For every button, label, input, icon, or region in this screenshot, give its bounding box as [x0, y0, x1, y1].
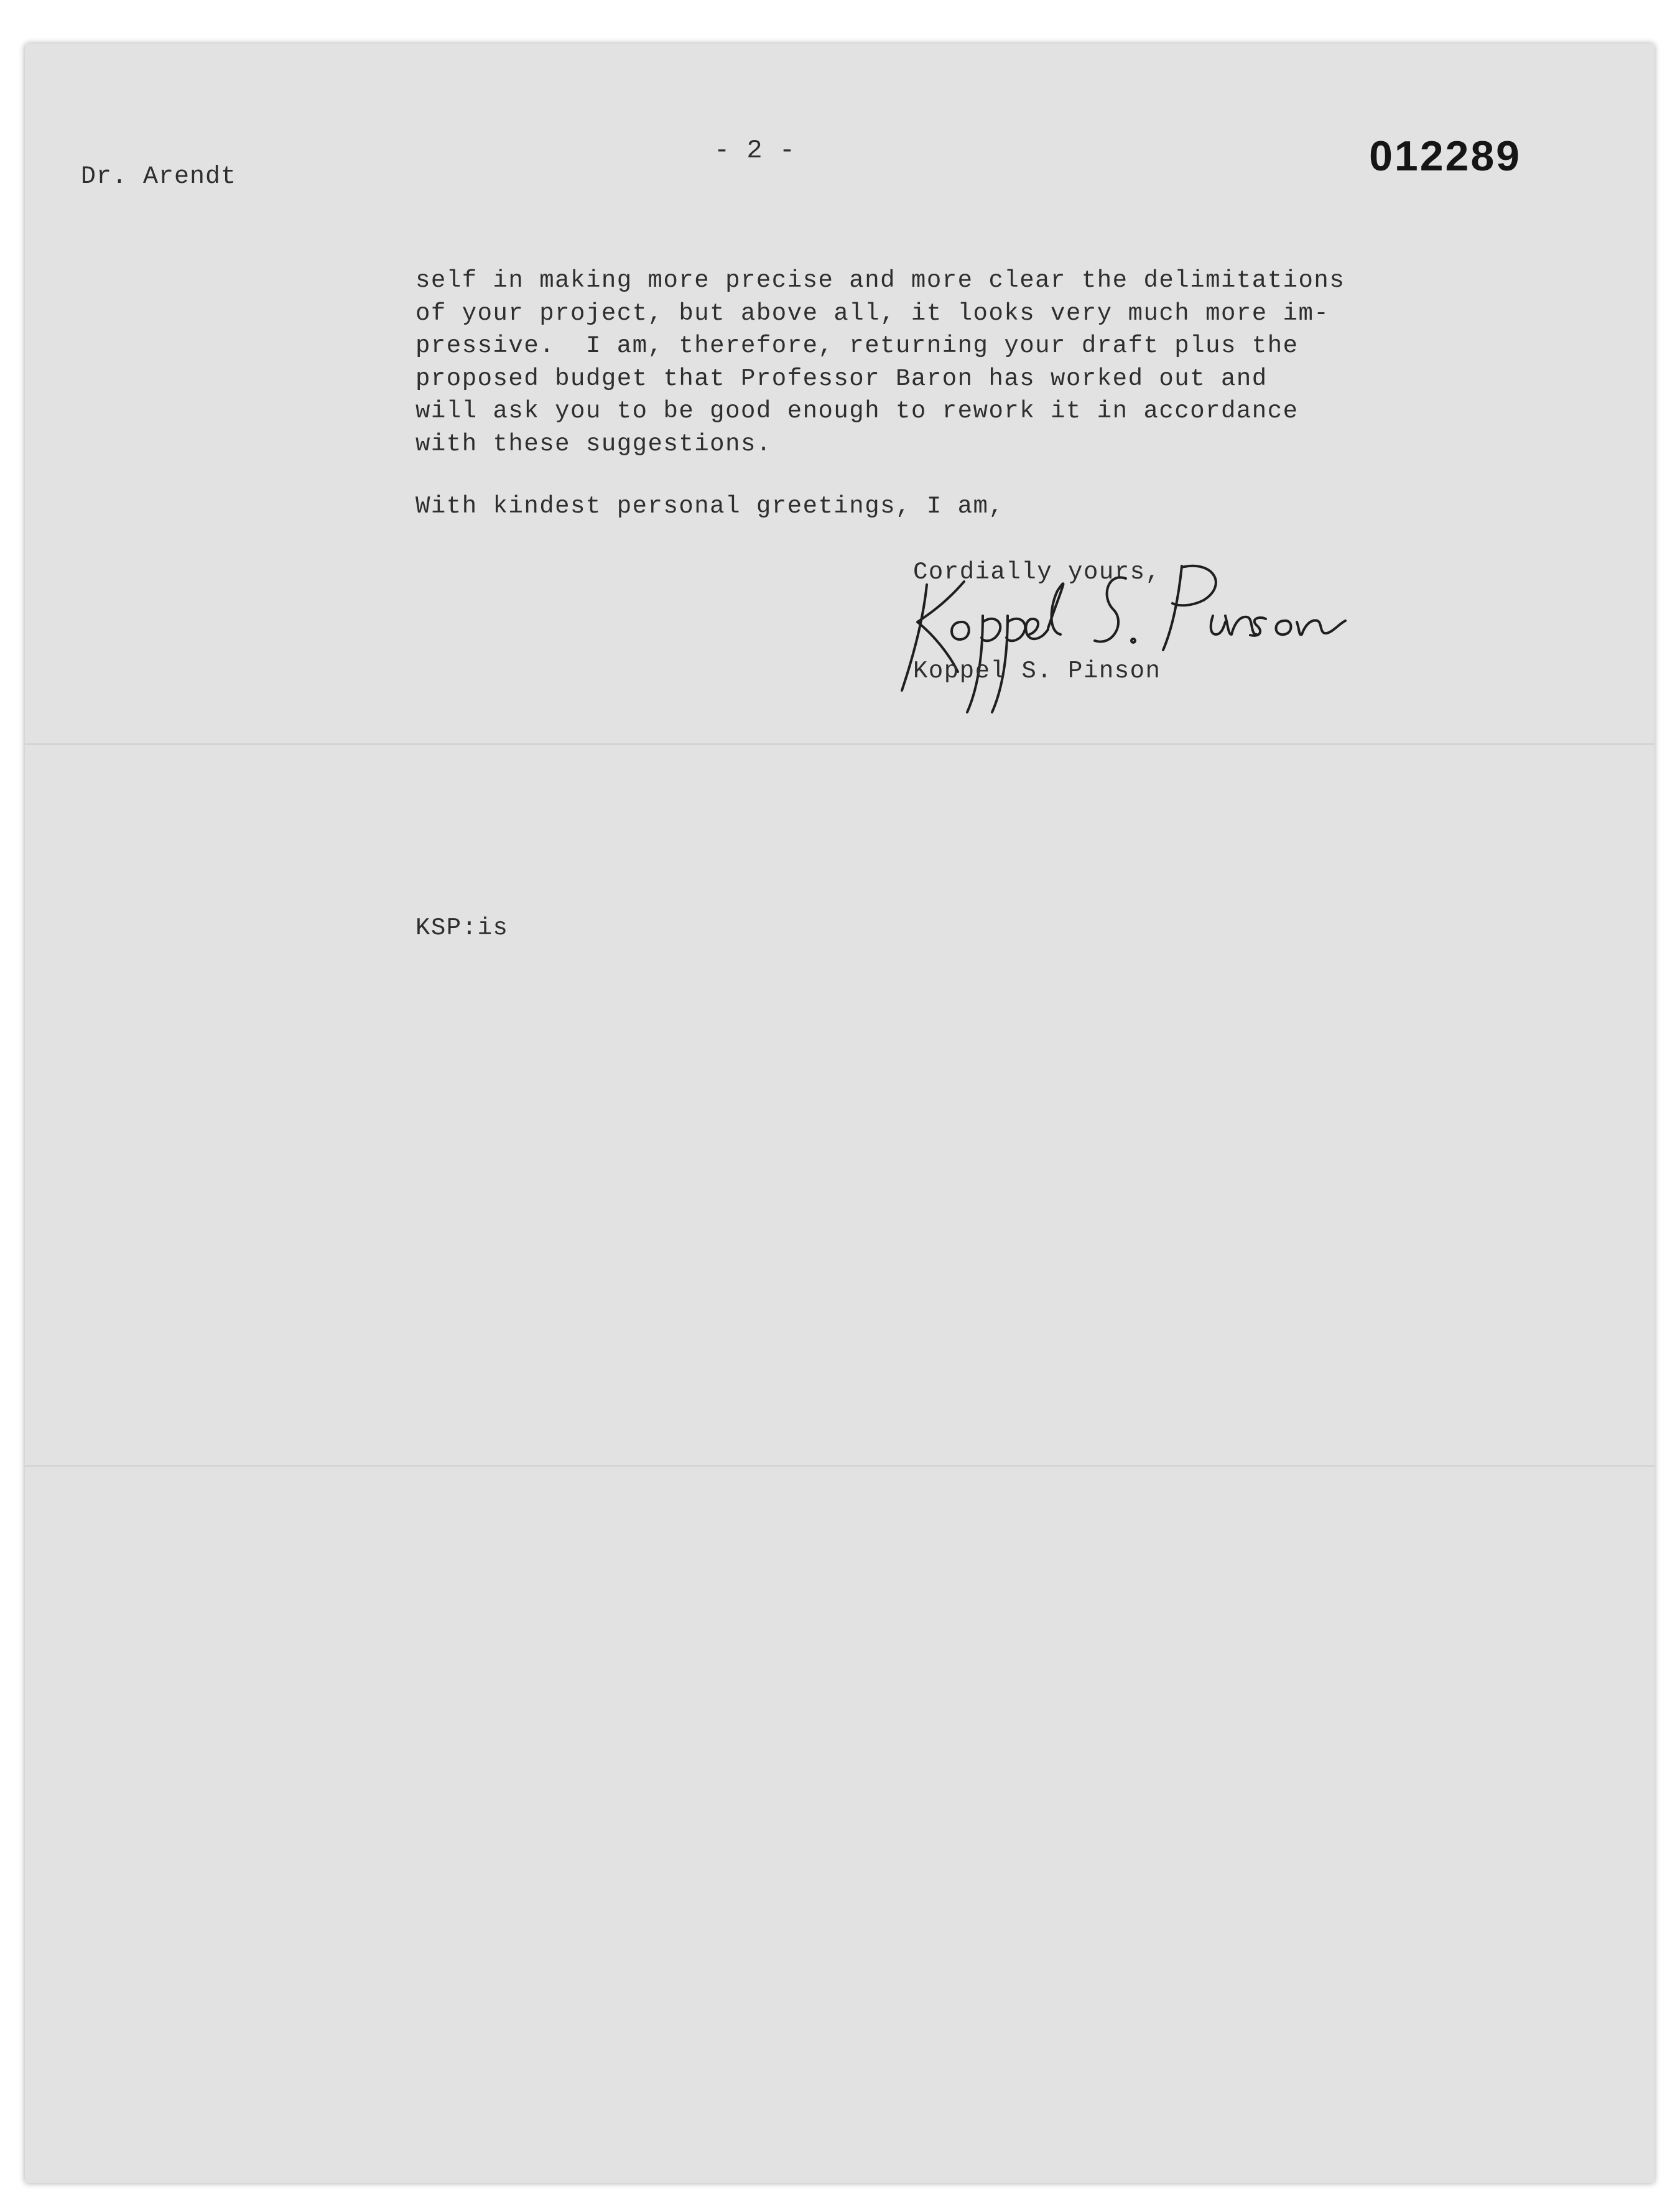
recipient-header: Dr. Arendt: [81, 163, 237, 191]
reference-initials: KSP:is: [415, 914, 509, 942]
paper-fold-line: [25, 1465, 1654, 1467]
page-number: - 2 -: [714, 136, 796, 165]
letter-body: [415, 264, 1345, 460]
body-line: proposed budget that Professor Baron has worked out and: [415, 364, 1268, 392]
signer-name: Koppel S. Pinson: [913, 657, 1161, 685]
handwritten-signature: [889, 547, 1375, 722]
document-number-stamp: 012289: [1369, 132, 1521, 180]
body-line: will ask you to be good enough to rework it in accordance: [415, 397, 1299, 425]
complimentary-close: Cordially yours,: [913, 559, 1161, 586]
paper-fold-line: [25, 743, 1654, 745]
body-line: of your project, but above all, it looks very much more im-: [415, 299, 1330, 327]
closing-greeting: With kindest personal greetings, I am,: [415, 493, 1005, 520]
body-line: self in making more precise and more clear the delimitations: [415, 267, 1345, 294]
body-line: with these suggestions.: [415, 430, 772, 458]
body-line: pressive. I am, therefore, returning your draft plus the: [415, 332, 1299, 360]
